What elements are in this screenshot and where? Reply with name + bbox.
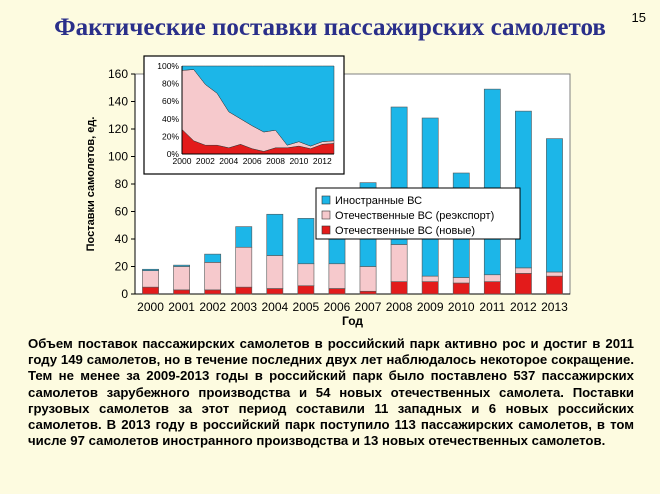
bar-segment [142,271,158,288]
x-tick-label: 2013 [541,300,568,314]
inset-x-tick-label: 2012 [312,156,332,166]
x-axis-label: Год [342,314,363,328]
y-tick-label: 40 [114,232,128,246]
bar-segment [422,282,438,294]
x-tick-label: 2006 [323,300,351,314]
deliveries-chart [80,52,580,337]
bar-segment [174,290,190,294]
bar-segment [391,282,407,294]
bar-segment [453,278,469,284]
bar-segment [546,139,562,272]
description-text: Объем поставок пассажирских самолетов в российский парк активно рос и достиг в 2011 году 149 самолетов, но в течение последних двух лет наблюдалось некоторое сокращение. Тем не менее за 2009-2013 годы в российский парк было поставлено 537 пассажирских самолетов зарубежного производства и 54 новых отечественных самолета. Поставки грузовых самолетов за этот период составили 11 западных и 6 новых российских самолетов. В 2013 году в российский парк поступило 113 пассажирских самолетов, в том числе 97 самолетов иностранного производства и 13 новых отечественных самолетов. [28,336,634,449]
y-tick-label: 140 [107,94,128,109]
bar-segment [515,268,531,274]
bar-segment [298,286,314,294]
x-tick-label: 2012 [510,300,537,314]
inset-x-tick-label: 2008 [266,156,285,166]
x-tick-label: 2010 [447,300,475,314]
x-tick-label: 2009 [416,300,444,314]
legend [316,188,520,239]
y-tick-label: 60 [114,204,128,219]
legend-label: Отечественные ВС (реэкспорт) [335,210,495,222]
bar-segment [174,267,190,290]
inset-y-tick-label: 20% [161,131,179,142]
x-tick-label: 2011 [479,300,506,314]
bar-segment [236,287,252,294]
y-tick-label: 0 [121,287,128,301]
bar-segment [298,218,314,263]
x-tick-label: 2008 [385,300,413,314]
legend-label: Отечественные ВС (новые) [335,225,476,237]
bar-segment [515,273,531,294]
bar-segment [484,282,500,294]
legend-swatch [322,226,330,234]
bar-segment [360,267,376,292]
inset-y-tick-label: 80% [161,78,179,89]
bar-segment [453,283,469,294]
x-tick-label: 2001 [168,300,195,314]
inset-x-tick-label: 2000 [172,156,192,166]
inset-y-tick-label: 40% [161,113,179,124]
bar-segment [298,264,314,286]
inset-x-tick-label: 2010 [289,156,309,166]
x-tick-label: 2003 [230,300,258,314]
y-tick-label: 100 [107,149,128,164]
bar-segment [484,275,500,282]
inset-y-tick-label: 60% [161,96,179,107]
y-tick-label: 120 [107,122,128,136]
slide-title: Фактические поставки пассажирских самолетов [54,14,606,41]
bar-segment [205,254,221,262]
bar-segment [546,272,562,276]
y-axis-label: Поставки самолетов, ед. [85,116,97,252]
bar-segment [422,276,438,282]
bar-segment [236,227,252,248]
x-tick-label: 2005 [292,300,320,314]
bar-segment [236,247,252,287]
bar-segment [267,256,283,289]
bar-segment [267,214,283,255]
x-tick-label: 2007 [354,300,382,314]
slide-number: 15 [631,10,646,25]
x-tick-label: 2004 [261,300,289,314]
inset-x-tick-label: 2006 [242,156,262,166]
bar-segment [546,276,562,294]
bar-segment [205,290,221,294]
bar-segment [205,262,221,290]
bar-segment [174,265,190,266]
bar-segment [360,291,376,294]
x-tick-label: 2002 [199,300,227,314]
bar-segment [484,89,500,275]
y-tick-label: 20 [114,259,128,274]
inset-x-tick-label: 2004 [219,156,239,166]
inset-x-tick-label: 2002 [195,156,215,166]
legend-swatch [322,211,330,219]
y-tick-label: 80 [114,177,128,191]
bar-segment [329,289,345,295]
inset-y-tick-label: 0% [166,149,179,159]
bar-segment [142,287,158,294]
bar-segment [329,264,345,289]
inset-chart [144,56,344,174]
x-tick-label: 2000 [137,300,164,314]
bar-segment [267,289,283,295]
y-tick-label: 160 [107,67,128,81]
legend-label: Иностранные ВС [335,195,423,207]
chart-svg [80,52,580,337]
bar-segment [142,269,158,270]
bar-segment [391,245,407,282]
inset-y-tick-label: 100% [157,61,179,71]
legend-swatch [322,196,330,204]
